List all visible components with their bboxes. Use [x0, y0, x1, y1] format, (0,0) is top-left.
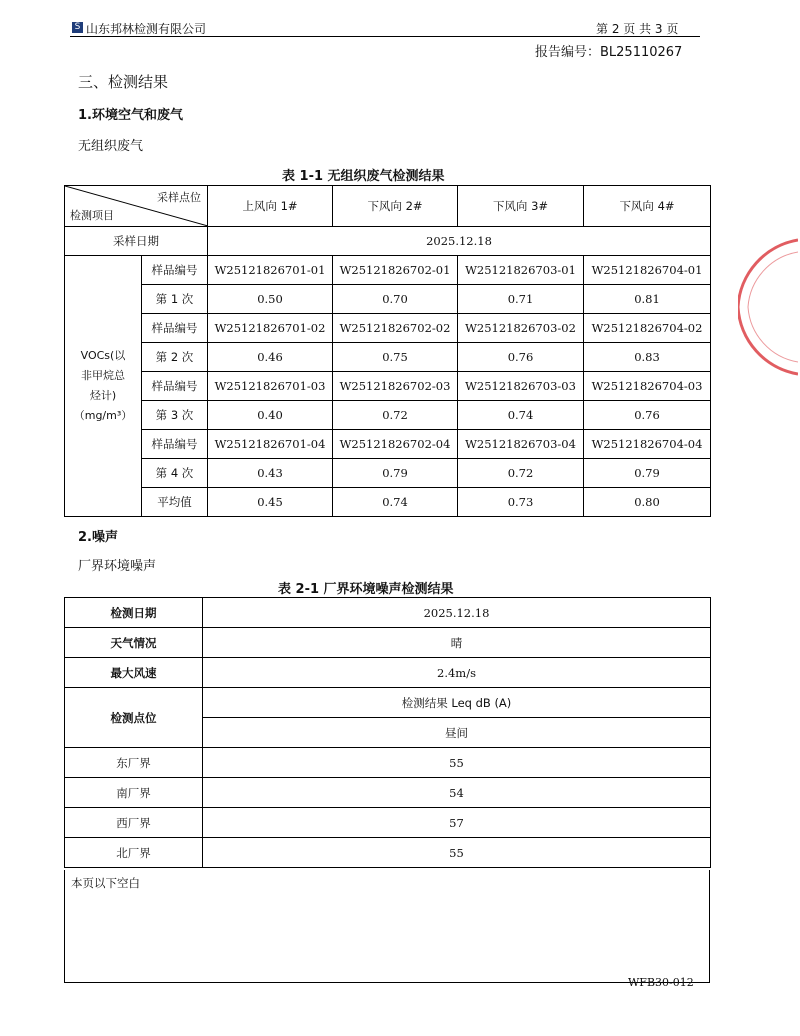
header-rule	[70, 36, 700, 37]
noise-value: 55	[203, 748, 711, 778]
cell: 0.74	[458, 401, 584, 430]
table-row	[65, 372, 711, 401]
table1-header-row	[65, 186, 711, 227]
section2-title: 2.噪声	[78, 530, 118, 545]
section2-subtitle: 厂界环境噪声	[78, 559, 157, 574]
results-title: 三、检测结果	[78, 73, 169, 91]
cell: 0.79	[584, 459, 711, 488]
cell: W25121826702-03	[333, 372, 458, 401]
table2-noise-results	[64, 597, 711, 868]
cell: 0.81	[584, 285, 711, 314]
cell: W25121826703-03	[458, 372, 584, 401]
company-name: 山东邦林检测有限公司	[86, 22, 207, 36]
table-row	[65, 808, 711, 838]
cell: 0.83	[584, 343, 711, 372]
table-row	[65, 459, 711, 488]
noise-value: 57	[203, 808, 711, 838]
row-label: 第 4 次	[142, 459, 208, 488]
cell: 0.40	[208, 401, 333, 430]
cell: W25121826703-04	[458, 430, 584, 459]
corner-bottom-label: 检测项目	[70, 209, 114, 222]
cell: 0.76	[584, 401, 711, 430]
point-label: 检测点位	[65, 688, 203, 748]
cell: W25121826701-01	[208, 256, 333, 285]
page-indicator: 第 2 页 共 3 页	[596, 22, 679, 36]
point-name: 南厂界	[65, 778, 203, 808]
table-row	[65, 628, 711, 658]
company-logo: S	[72, 22, 83, 33]
table-row	[65, 598, 711, 628]
date-label: 检测日期	[65, 598, 203, 628]
table-row	[65, 778, 711, 808]
table-row	[65, 343, 711, 372]
table1-caption: 表 1-1 无组织废气检测结果	[282, 169, 445, 184]
table-row	[65, 838, 711, 868]
section1-title: 1.环境空气和废气	[78, 108, 183, 123]
sampling-date-label: 采样日期	[65, 227, 208, 256]
wind-label: 最大风速	[65, 658, 203, 688]
cell: 0.46	[208, 343, 333, 372]
period-header: 昼间	[203, 718, 711, 748]
row-label: 样品编号	[142, 256, 208, 285]
cell: 0.50	[208, 285, 333, 314]
parameter-cell: VOCs(以 非甲烷总 烃计) （mg/m³）	[65, 256, 142, 517]
sampling-date-value: 2025.12.18	[208, 227, 711, 256]
cell: 0.76	[458, 343, 584, 372]
point-name: 西厂界	[65, 808, 203, 838]
row-label: 第 2 次	[142, 343, 208, 372]
noise-value: 55	[203, 838, 711, 868]
corner-top-label: 采样点位	[157, 191, 201, 204]
cell: 0.80	[584, 488, 711, 517]
report-number: 报告编号：BL25110267	[535, 45, 683, 60]
row-label: 第 3 次	[142, 401, 208, 430]
row-label: 平均值	[142, 488, 208, 517]
blank-note-text: 本页以下空白	[71, 876, 140, 890]
weather-value: 晴	[203, 628, 711, 658]
official-seal-stamp	[738, 232, 798, 382]
location-header: 下风向 4#	[584, 186, 711, 227]
cell: W25121826703-01	[458, 256, 584, 285]
table2-caption: 表 2-1 厂界环境噪声检测结果	[278, 582, 454, 597]
table-row	[65, 688, 711, 718]
table-row	[65, 748, 711, 778]
row-label: 第 1 次	[142, 285, 208, 314]
sampling-date-row	[65, 227, 711, 256]
row-label: 样品编号	[142, 430, 208, 459]
cell: W25121826701-02	[208, 314, 333, 343]
table1-voc-results	[64, 185, 711, 517]
table-row	[65, 401, 711, 430]
point-name: 东厂界	[65, 748, 203, 778]
cell: W25121826702-02	[333, 314, 458, 343]
table-row	[65, 256, 711, 285]
result-header: 检测结果 Leq dB (A)	[203, 688, 711, 718]
cell: W25121826704-01	[584, 256, 711, 285]
cell: W25121826704-03	[584, 372, 711, 401]
row-label: 样品编号	[142, 314, 208, 343]
cell: 0.71	[458, 285, 584, 314]
cell: W25121826702-01	[333, 256, 458, 285]
table-row	[65, 314, 711, 343]
cell: W25121826701-04	[208, 430, 333, 459]
date-value: 2025.12.18	[203, 598, 711, 628]
cell: 0.74	[333, 488, 458, 517]
cell: 0.73	[458, 488, 584, 517]
table-row	[65, 488, 711, 517]
cell: 0.75	[333, 343, 458, 372]
form-code: WFB30-012	[628, 976, 694, 989]
location-header: 下风向 2#	[333, 186, 458, 227]
cell: 0.72	[458, 459, 584, 488]
point-name: 北厂界	[65, 838, 203, 868]
noise-value: 54	[203, 778, 711, 808]
location-header: 上风向 1#	[208, 186, 333, 227]
location-header: 下风向 3#	[458, 186, 584, 227]
cell: 0.43	[208, 459, 333, 488]
cell: W25121826704-02	[584, 314, 711, 343]
section1-subtitle: 无组织废气	[78, 139, 144, 154]
blank-note-box	[64, 870, 710, 983]
row-label: 样品编号	[142, 372, 208, 401]
wind-value: 2.4m/s	[203, 658, 711, 688]
cell: W25121826701-03	[208, 372, 333, 401]
table-row	[65, 658, 711, 688]
cell: 0.70	[333, 285, 458, 314]
cell: 0.45	[208, 488, 333, 517]
table-row	[65, 285, 711, 314]
cell: W25121826702-04	[333, 430, 458, 459]
cell: 0.79	[333, 459, 458, 488]
cell: W25121826704-04	[584, 430, 711, 459]
cell: 0.72	[333, 401, 458, 430]
weather-label: 天气情况	[65, 628, 203, 658]
table-row	[65, 430, 711, 459]
cell: W25121826703-02	[458, 314, 584, 343]
table1-corner-cell	[65, 186, 208, 227]
